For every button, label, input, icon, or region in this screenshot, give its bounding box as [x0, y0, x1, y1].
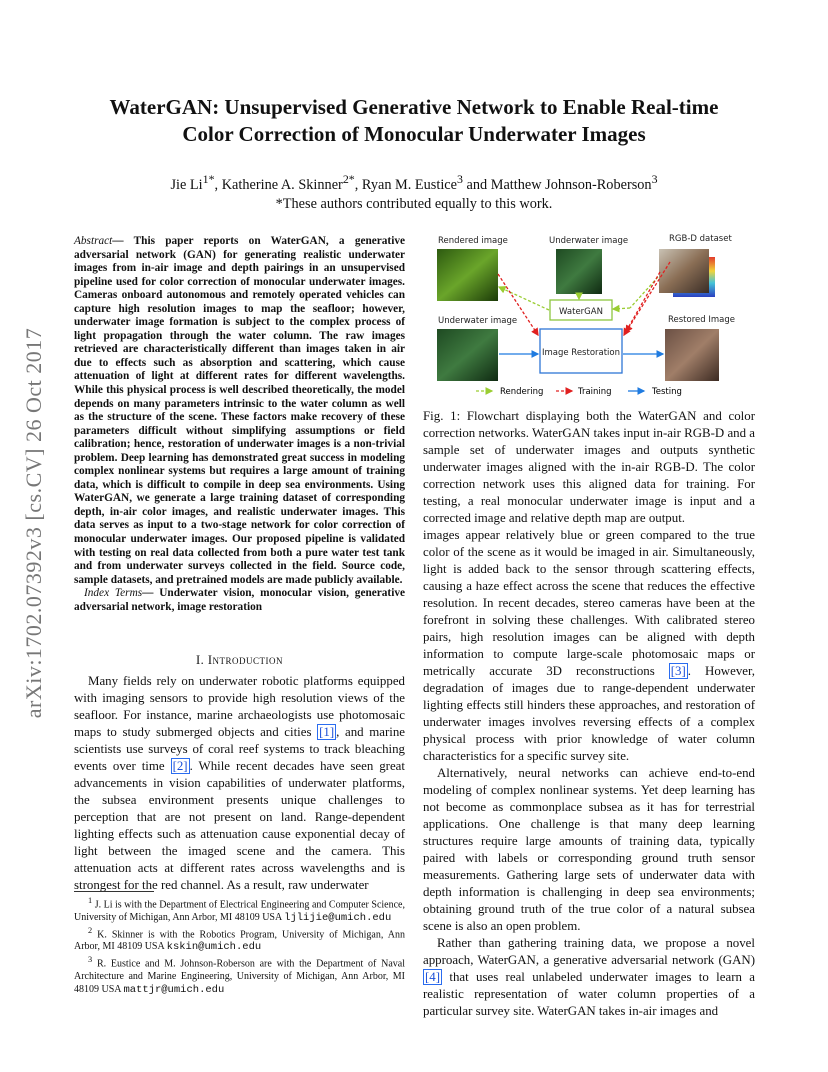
footnote-text: K. Skinner is with the Robotics Program, University of Michigan, Ann Arbor, MI 48109 USA	[74, 928, 405, 953]
paper-title	[60, 94, 768, 148]
footnote-text: J. Li is with the Department of Electrical Engineering and Computer Science, University of Michigan, Ann Arbor, MI 48109 USA	[74, 899, 405, 923]
footnote-email[interactable]: kskin@umich.edu	[166, 941, 262, 954]
underwater-image-thumbnail-top	[556, 249, 602, 294]
footnote-email[interactable]: ljlijie@umich.edu	[284, 911, 392, 924]
citation-link[interactable]: [1]	[319, 725, 335, 739]
citation-link[interactable]: [4]	[425, 970, 441, 984]
legend-training: Training	[578, 387, 612, 397]
intro-text: . While recent decades have seen great advancements in vision capabilities of underwater platforms, the subsea environment presents unique challenges to perception that are not present on land. Range-dependent lighting effects such as attenuation cause exponential decay of light between the imaged scene and the camera. This attenuation acts at different rates across wavelengths and is strongest for the red channel. As a result, raw underwater	[74, 759, 405, 892]
abstract-text: — This paper reports on WaterGAN, a generative adversarial network (GAN) for generating realistic underwater images from in-air image and depth pairings in an unsupervised pipeline used for color correction of monocular underwater images. Cameras onboard autonomous and remotely operated vehicles can capture high resolution images to map the seafloor; however, underwater image formation is subject to the complex process of light propagation through the water column. The raw images retrieved are characteristically different than images taken in air due to effects such as absorption and scattering, which cause attenuation of light at different rates for different wavelengths. While this physical process is well described theoretically, the model depends on many parameters intrinsic to the water column as well as the structure of the scene. These factors make recovery of these parameters difficult without simplifying assumptions or field calibration; hence, restoration of underwater images is a non-trivial problem. Deep learning has demonstrated great success in modeling complex nonlinear systems but requires a large amount of training data, which is difficult to compile in deep sea environments. Using WaterGAN, we generate a large training dataset of corresponding depth, in-air color images, and realistic underwater images. This data serves as input to a two-stage network for color correction of monocular underwater images. Our proposed pipeline is validated with testing on real data collected from both a pure water test tank and from underwater surveys collected in the field. Source code, sample datasets, and pretrained models are made publicly available.	[74, 235, 405, 586]
body-text: that uses real unlabeled underwater images to learn a realistic representation of water column properties of a particular survey site. WaterGAN takes in-air images and	[423, 970, 755, 1018]
section-heading	[74, 653, 405, 668]
footnote-mark: 3	[88, 955, 93, 965]
author-name: Matthew Johnson-Roberson	[490, 176, 652, 193]
label-rendered-image: Rendered image	[438, 236, 508, 246]
arxiv-stamp	[14, 290, 44, 760]
footnote	[74, 895, 405, 925]
body-text: Rather than gathering training data, we propose a novel approach, WaterGAN, a generative adversarial network (GAN)	[423, 936, 755, 967]
intro-text: , and marine scientists use surveys of coral reef systems to track bleaching events over time	[74, 725, 405, 773]
body-paragraph: Alternatively, neural networks can achieve end-to-end modeling of complex nonlinear systems. Yet deep learning has not become as commonplace subsea as it has for terrestrial applications. One challenge is that many deep learning structures require large amounts of training data, typically paired with labels or corresponding ground truth sensor measurements. Gathering large sets of underwater data with depth information is challenging in deep sea environments; obtaining ground truth of the true color of a natural subsea scene is also an open problem.	[423, 766, 755, 933]
body-paragraph	[423, 935, 755, 1020]
author-affiliation: 3	[651, 172, 658, 186]
image-restoration-label: Image Restoration	[541, 348, 621, 358]
author-affiliation: 1*	[202, 172, 215, 186]
footnote-email[interactable]: mattjr@umich.edu	[123, 983, 225, 996]
index-terms-text: — Underwater vision, monocular vision, generative adversarial network, image restoration	[74, 587, 405, 613]
label-underwater-image-top: Underwater image	[549, 236, 629, 246]
footnote-text: R. Eustice and M. Johnson-Roberson are with the Department of Naval Architecture and Marine Engineering, University of Michigan, Ann Arbor, MI 48109 USA	[74, 958, 405, 995]
body-text: images appear relatively blue or green compared to the true color of the scene as it would be imaged in air. Simultaneously, light is added back to the sensor through scattering effects, causing a haze effect across the scene that reduces the effective resolution. In recent decades, stereo cameras have been at the forefront in solving these challenges. With calibrated stereo pairs, high resolution images can be aligned with depth information to compute large-scale photomosaic maps or metrically accurate 3D reconstructions	[423, 528, 755, 678]
author-list: Jie $Li^{1*}$, Katherine A. Skinner$^{2*}$, Ryan M. Eustice$^3$ and Matthew Johnson-Roberson$^3$	[170, 172, 658, 193]
rendered-image-thumbnail	[437, 249, 498, 301]
author-name: Ryan M. Eustice	[361, 176, 457, 193]
label-rgbd-dataset: RGB-D dataset	[669, 234, 732, 244]
author-affiliation: 2*	[342, 172, 355, 186]
body-text: . However, degradation of images due to range-dependent underwater lighting effects still hinders these approaches, and restoration of underwater images involves reversing effects of a complex physical process with prior knowledge of water column characteristics for a specific survey site.	[423, 664, 755, 763]
body-paragraph	[423, 527, 755, 765]
section-title: Introduction	[207, 653, 284, 667]
title-line-1: WaterGAN: Unsupervised Generative Network to Enable Real-time	[109, 95, 719, 119]
author-name: Katherine A. Skinner	[221, 176, 343, 193]
footnote	[74, 925, 405, 955]
equal-contribution-note: *These authors contributed equally to this work.	[275, 195, 553, 212]
arxiv-stamp-text: arXiv:1702.07392v3 [cs.CV] 26 Oct 2017	[21, 327, 46, 719]
figure-caption-text: Fig. 1: Flowchart displaying both the WaterGAN and color correction networks. WaterGAN takes input in-air RGB-D and a sample set of underwater images and outputs synthetic underwater images aligned with the in-air RGB-D. The color correction network uses this aligned data for training. For testing, a real monocular underwater image is input and a corrected image and relative depth map are output.	[423, 409, 755, 525]
watergan-label: WaterGAN	[559, 307, 603, 317]
citation-link[interactable]: [2]	[172, 759, 188, 773]
author-name: Jie Li	[170, 176, 203, 193]
right-column-body	[423, 527, 755, 1020]
title-line-2: Color Correction of Monocular Underwater Images	[182, 122, 646, 146]
label-restored-image: Restored Image	[668, 315, 735, 325]
index-terms-label: Index Terms	[84, 587, 143, 600]
footnote	[74, 954, 405, 996]
author-block	[60, 170, 768, 214]
author-affiliation: 3	[457, 172, 463, 186]
footnote-rule	[74, 891, 154, 892]
footnote-mark: 1	[88, 896, 93, 905]
figure-1	[432, 232, 760, 404]
footnotes	[74, 895, 405, 996]
intro-text: Many fields rely on underwater robotic platforms equipped with imaging sensors to provide high resolution views of the seafloor. For instance, marine archaeologists use photomosaic maps to study submerged objects and cities	[74, 674, 405, 739]
label-underwater-image-left: Underwater image	[438, 316, 518, 326]
abstract-label: Abstract	[74, 235, 113, 247]
intro-paragraph	[74, 673, 405, 894]
section-number: I.	[195, 653, 205, 667]
restored-image-thumbnail	[665, 329, 719, 381]
rgbd-image-thumbnail	[659, 249, 709, 293]
abstract	[74, 235, 405, 614]
legend-testing: Testing	[652, 387, 682, 397]
figure-caption	[423, 408, 755, 527]
legend-rendering: Rendering	[500, 387, 544, 397]
underwater-image-thumbnail-left	[437, 329, 498, 381]
footnote-mark: 2	[88, 925, 93, 935]
flowchart-diagram	[432, 232, 760, 404]
citation-link[interactable]: [3]	[670, 664, 686, 678]
